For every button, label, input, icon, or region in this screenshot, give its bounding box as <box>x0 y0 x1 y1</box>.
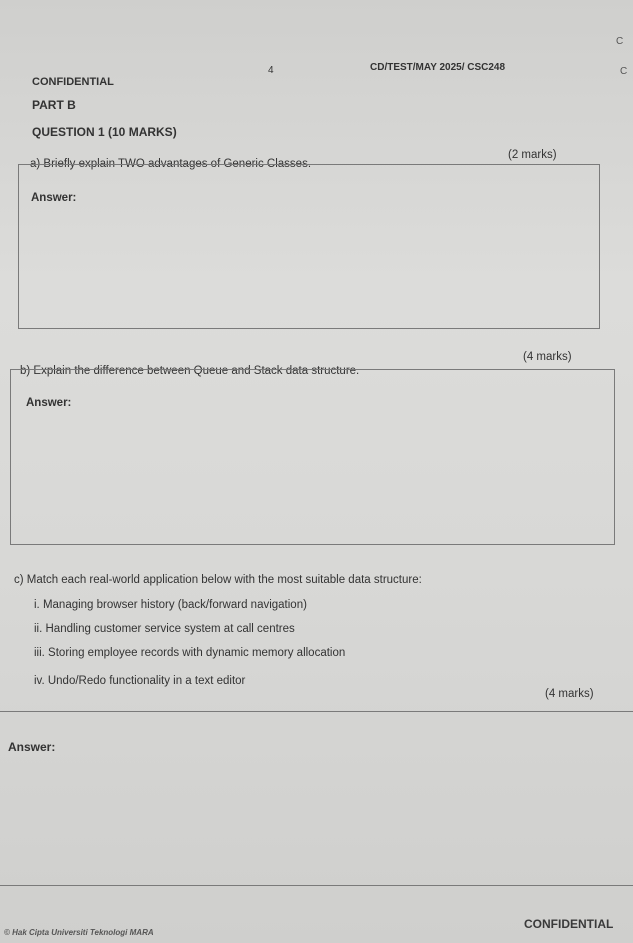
question-title: QUESTION 1 (10 MARKS) <box>32 125 177 139</box>
answer-b-label: Answer: <box>26 397 72 409</box>
footer-confidential: CONFIDENTIAL <box>524 917 614 931</box>
course-code: CD/TEST/MAY 2025/ CSC248 <box>370 62 506 73</box>
page-number: 4 <box>268 65 274 76</box>
question-c-item-3: iii. Storing employee records with dynamic memory allocation <box>34 647 346 659</box>
edge-mark-right: C <box>620 66 628 77</box>
edge-mark-top: C <box>616 36 624 47</box>
answer-c-label: Answer: <box>8 740 56 754</box>
header-confidential: CONFIDENTIAL <box>32 76 114 88</box>
part-title: PART B <box>32 98 76 112</box>
question-c-marks: (4 marks) <box>545 688 594 700</box>
answer-box-c[interactable] <box>0 711 633 886</box>
question-b-marks: (4 marks) <box>523 351 572 363</box>
question-c-item-2: ii. Handling customer service system at call centres <box>34 623 295 635</box>
answer-box-a[interactable] <box>18 164 600 329</box>
question-c-item-4: iv. Undo/Redo functionality in a text editor <box>34 675 246 687</box>
answer-box-b[interactable] <box>10 369 615 545</box>
question-b-prompt: b) Explain the difference between Queue and Stack data structure. <box>20 365 360 377</box>
question-a-marks: (2 marks) <box>508 149 557 161</box>
question-c-prompt: c) Match each real-world application below with the most suitable data structure: <box>14 574 422 586</box>
question-a-prompt: a) Briefly explain TWO advantages of Generic Classes. <box>30 158 312 170</box>
copyright-notice: © Hak Cipta Universiti Teknologi MARA <box>4 928 154 937</box>
question-c-item-1: i. Managing browser history (back/forward navigation) <box>34 599 307 611</box>
answer-a-label: Answer: <box>31 192 77 204</box>
